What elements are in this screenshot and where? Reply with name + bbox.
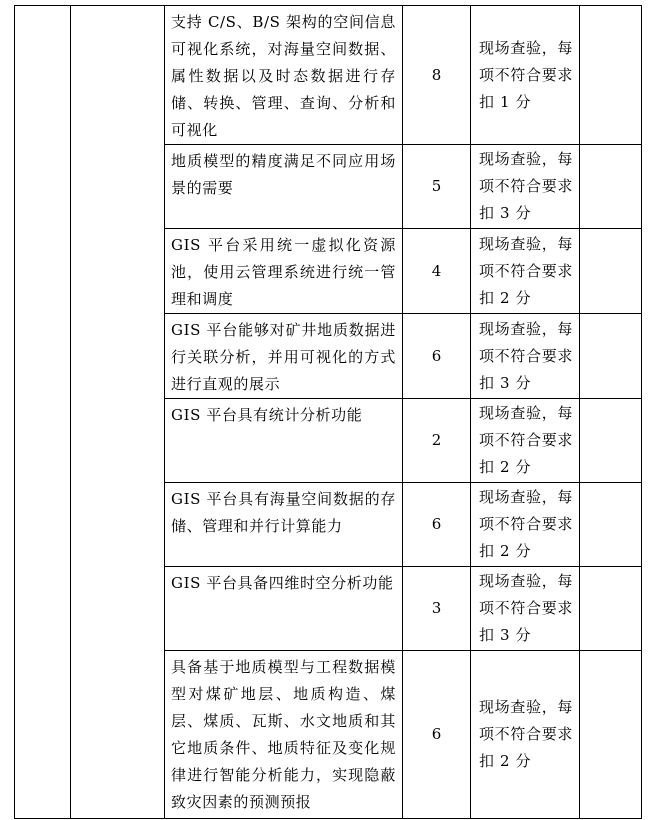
requirement-text: 地质模型的精度满足不同应用场景的需要	[171, 152, 396, 197]
requirement-cell	[165, 483, 403, 567]
score-cell: 5	[403, 145, 471, 229]
remark-cell	[580, 651, 642, 819]
method-cell	[471, 145, 580, 229]
method-text: 现场查验，每项不符合要求扣 2 分	[479, 404, 573, 476]
score-cell: 2	[403, 399, 471, 483]
method-cell	[471, 229, 580, 314]
score-cell: 6	[403, 314, 471, 399]
requirement-text: 支持 C/S、B/S 架构的空间信息可视化系统，对海量空间数据、属性数据以及时态数据进行存储、转换、管理、查询、分析和可视化	[171, 13, 396, 139]
requirement-cell	[165, 399, 403, 483]
requirement-text: GIS 平台具备四维时空分析功能	[171, 574, 394, 592]
remark-cell	[580, 145, 642, 229]
requirement-text: GIS 平台能够对矿井地质数据进行关联分析，并用可视化的方式进行直观的展示	[171, 321, 396, 393]
requirement-text: GIS 平台具有统计分析功能	[171, 406, 363, 424]
method-text: 现场查验，每项不符合要求扣 2 分	[479, 698, 573, 770]
remark-cell	[580, 567, 642, 651]
method-text: 现场查验，每项不符合要求扣 3 分	[479, 319, 573, 392]
method-text: 现场查验，每项不符合要求扣 2 分	[479, 488, 573, 560]
requirement-text: GIS 平台采用统一虚拟化资源池，使用云管理系统进行统一管理和调度	[171, 236, 396, 308]
method-cell	[471, 567, 580, 651]
requirement-text: 具备基于地质模型与工程数据模型对煤矿地层、地质构造、煤层、煤质、瓦斯、水文地质和其它地质条件、地质特征及变化规律进行智能分析能力，实现隐蔽致灾因素的预测预报	[171, 658, 396, 811]
score-cell: 3	[403, 567, 471, 651]
subcategory-cell	[71, 6, 165, 819]
method-cell	[471, 651, 580, 819]
method-text: 现场查验，每项不符合要求扣 1 分	[479, 38, 573, 111]
remark-cell	[580, 6, 642, 145]
method-text: 现场查验，每项不符合要求扣 3 分	[479, 150, 573, 222]
method-text: 现场查验，每项不符合要求扣 3 分	[479, 572, 573, 644]
table-body	[15, 6, 642, 819]
method-cell	[471, 314, 580, 399]
remark-cell	[580, 314, 642, 399]
requirement-cell	[165, 6, 403, 145]
method-cell	[471, 6, 580, 145]
category-cell	[15, 6, 71, 819]
requirement-cell	[165, 567, 403, 651]
method-text: 现场查验，每项不符合要求扣 2 分	[479, 234, 573, 307]
requirement-cell	[165, 229, 403, 314]
requirement-cell	[165, 314, 403, 399]
method-cell	[471, 399, 580, 483]
method-cell	[471, 483, 580, 567]
score-cell: 4	[403, 229, 471, 314]
remark-cell	[580, 483, 642, 567]
requirement-cell	[165, 145, 403, 229]
remark-cell	[580, 229, 642, 314]
score-cell: 8	[403, 6, 471, 145]
remark-cell	[580, 399, 642, 483]
requirement-text: GIS 平台具有海量空间数据的存储、管理和并行计算能力	[171, 490, 396, 535]
scoring-table	[14, 5, 642, 819]
requirement-cell	[165, 651, 403, 819]
score-cell: 6	[403, 483, 471, 567]
table-row	[15, 6, 642, 145]
score-cell: 6	[403, 651, 471, 819]
